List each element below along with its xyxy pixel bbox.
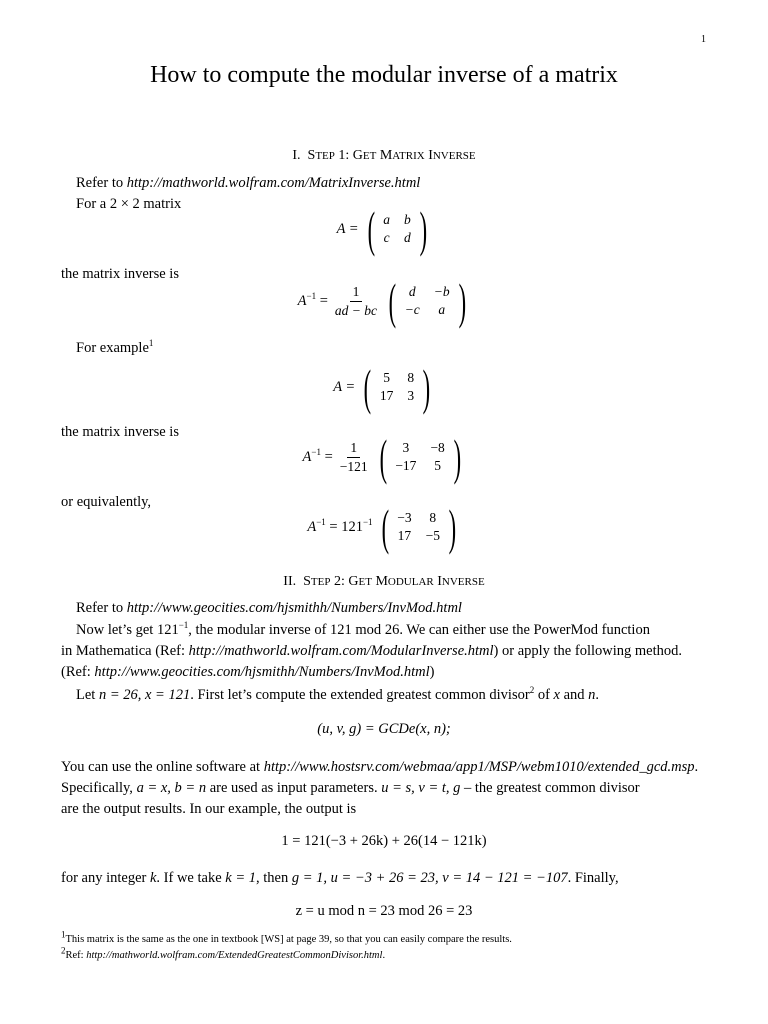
footnote-1-mark: 1 — [148, 338, 154, 349]
s1-inverse-text-2: the matrix inverse is — [61, 424, 179, 440]
s2-paragraph-2: Let n = 26, x = 121. First let’s compute the extended greatest common divisor$^2$ of x and n. — [76, 685, 600, 703]
s2-paragraph-4: for any integer k. If we take k = 1, then g = 1, u = −3 + 26 = 23, v = 14 − 121 = −107. Finally, — [61, 870, 619, 886]
modular-inverse-url[interactable]: http://mathworld.wolfram.com/ModularInverse.html — [188, 643, 494, 659]
footnote-2: $^2$Ref: http://mathworld.wolfram.com/ExtendedGreatestCommonDivisor.html. — [61, 945, 386, 961]
footnotes — [61, 929, 709, 964]
s2-paragraph-1-line-3: (Ref: http://www.geocities.com/hjsmithh/Numbers/InvMod.html) — [61, 664, 435, 680]
s2-refer-url[interactable]: http://www.geocities.com/hjsmithh/Numbers/InvMod.html — [126, 600, 462, 616]
s2-paragraph-3-line-3: are the output results. In our example, the output is — [61, 801, 357, 817]
s1-refer-line: Refer to http://mathworld.wolfram.com/MatrixInverse.html — [76, 175, 421, 191]
s2-paragraph-3-line-2: Specifically, a = x, b = n are used as input parameters. u = s, v = t, g – the greatest common divisor — [61, 780, 640, 796]
footnote-1: $^1$This matrix is the same as the one in textbook [WS] at page 39, so that you can easily compare the results. — [61, 929, 512, 945]
equation-inverse-equivalent: $A^{-1} = 121^{-1}$ ( −3 8 17 −5 ) — [307, 499, 457, 555]
section-1-heading: I. STEP 1: GET MATRIX INVERSE — [292, 148, 476, 163]
equation-matrix-example: A = ( 5 8 17 3 ) — [333, 359, 431, 415]
footnote-2-url[interactable]: http://mathworld.wolfram.com/ExtendedGreatestCommonDivisor.html — [86, 950, 383, 961]
extended-gcd-url[interactable]: http://www.hostsrv.com/webmaa/app1/MSP/webm1010/extended_gcd.msp — [263, 759, 695, 775]
equation-final: z = u mod n = 23 mod 26 = 23 — [295, 903, 473, 919]
equation-bezout: 1 = 121(−3 + 26k) + 26(14 − 121k) — [281, 833, 487, 849]
s2-paragraph-1-line-2: in Mathematica (Ref: http://mathworld.wolfram.com/ModularInverse.html) or apply the following method. — [61, 643, 682, 659]
s2-paragraph-3: You can use the online software at http://www.hostsrv.com/webmaa/app1/MSP/webm1010/extended_gcd.msp. — [61, 759, 699, 775]
s2-paragraph-1: Now let’s get $121^{-1}$, the modular inverse of 121 mod 26. We can either use the PowerMod function — [76, 620, 650, 638]
paper-title: How to compute the modular inverse of a matrix — [150, 62, 618, 88]
invmod-url[interactable]: http://www.geocities.com/hjsmithh/Numbers/InvMod.html — [94, 664, 430, 680]
s1-inverse-text-1: the matrix inverse is — [61, 266, 179, 282]
s1-refer-url[interactable]: http://mathworld.wolfram.com/MatrixInverse.html — [126, 175, 421, 191]
s1-equivalently: or equivalently, — [61, 494, 152, 510]
s1-for-a-line: For a 2 × 2 matrix — [76, 196, 182, 212]
equation-gcde: (u, v, g) = GCDe(x, n); — [317, 721, 451, 737]
equation-inverse-example: $A^{-1}$ = $\frac{1}{-121}$ ( 3 −8 −17 5 ) — [302, 429, 461, 485]
s1-for-example: For example$^1$ — [76, 338, 154, 356]
section-2-heading: II. STEP 2: GET MODULAR INVERSE — [283, 574, 485, 589]
s2-refer-line: Refer to http://www.geocities.com/hjsmithh/Numbers/InvMod.html — [76, 600, 462, 616]
page-number: 1 — [701, 34, 706, 45]
footnote-2-mark: 2 — [529, 685, 535, 696]
equation-matrix-a: A = ( a b c d ) — [336, 201, 427, 257]
equation-inverse-general: $A^{-1}$ = $\frac{1}{ad - bc}$ ( d −b −c a ) — [297, 273, 466, 329]
